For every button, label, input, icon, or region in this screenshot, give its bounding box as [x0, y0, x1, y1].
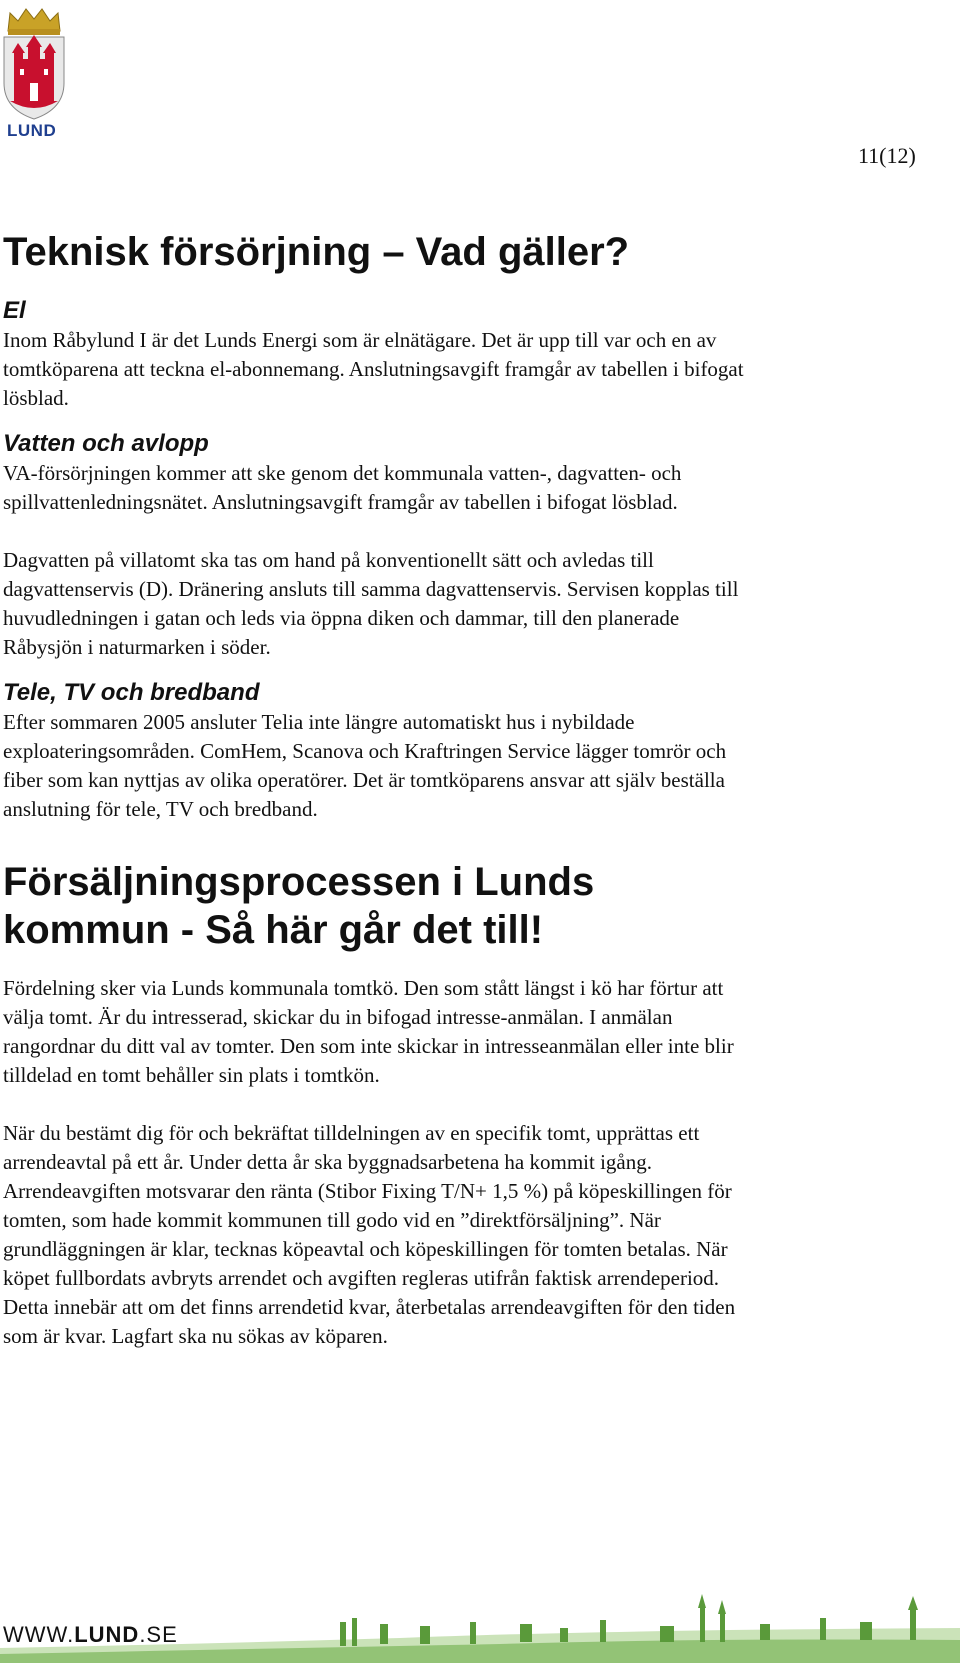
- heading-vatten: Vatten och avlopp: [3, 430, 209, 457]
- footer-url-prefix: WWW.: [3, 1622, 75, 1647]
- footer-url-bold: LUND: [74, 1622, 140, 1647]
- paragraph-el: Inom Råbylund I är det Lunds Energi som är elnätägare. Det är upp till var och en av tomtköparena att teckna el-abonnemang. Anslutningsavgift framgår av tabellen i bifogat lösblad.: [3, 328, 744, 410]
- title-line-2: kommun - Så här går det till!: [3, 908, 544, 952]
- paragraph-arrende: När du bestämt dig för och bekräftat tilldelningen av en specifik tomt, upprättas ett arrendeavtal på ett år. Under detta år ska byggnadsarbetena ha kommit igång. Arrendeavgiften motsvarar den ränta (Stibor Fixing T/N+ 1,5 %) på köpeskillingen för tomten, som hade kommit kommunen till godo vid en ”direktförsäljning”. När grundläggningen är klar, tecknas köpeavtal och köpeskillingen för tomten betalas. När köpet fullbordats avbryts arrendet och avgiften regleras utifrån faktisk arrendeperiod. Detta innebär att om det finns arrendetid kvar, återbetalas arrendeavgiften för den tiden som är kvar. Lagfart ska nu sökas av köparen.: [3, 1121, 736, 1348]
- heading-el: El: [3, 297, 26, 324]
- document-body: [3, 228, 763, 1351]
- footer-url-suffix: .SE: [139, 1622, 178, 1647]
- lund-crest-icon: [0, 5, 68, 123]
- paragraph-vatten-2: Dagvatten på villatomt ska tas om hand på konventionellt sätt och avledas till dagvattenservis (D). Dränering ansluts till samma dagvattenservis. Servisen kopplas till huvudledningen i gatan och leds via öppna diken och dammar, till den planerade Råbysjön i naturmarken i söder.: [3, 548, 739, 659]
- page-number: 11(12): [858, 143, 916, 168]
- paragraph-fordelning: Fördelning sker via Lunds kommunala tomtkö. Den som stått längst i kö har förtur att välja tomt. Är du intresserad, skickar du in bifogad intresse-anmälan. I anmälan rangordnar du ditt val av tomter. Den som inte skickar in intresseanmälan eller inte blir tilldelad en tomt behåller sin plats i tomtkön.: [3, 976, 734, 1087]
- paragraph-vatten-1: VA-försörjningen kommer att ske genom det kommunala vatten-, dagvatten- och spillvattenledningsnätet. Anslutningsavgift framgår av tabellen i bifogat lösblad.: [3, 461, 682, 514]
- footer-url[interactable]: [3, 1622, 178, 1648]
- title-line-1: Försäljningsprocessen i Lunds: [3, 860, 595, 904]
- section-title-teknisk: Teknisk försörjning – Vad gäller?: [3, 230, 630, 274]
- paragraph-tele: Efter sommaren 2005 ansluter Telia inte längre automatiskt hus i nybildade exploateringsområden. ComHem, Scanova och Kraftringen Service lägger tomrör och fiber som kan nyttjas av olika operatörer. Det är tomtköparens ansvar att själv beställa anslutning för tele, TV och bredband.: [3, 710, 727, 821]
- logo-text: LUND: [7, 121, 57, 140]
- section-title-forsaljning: [3, 858, 763, 954]
- heading-tele: Tele, TV och bredband: [3, 679, 260, 706]
